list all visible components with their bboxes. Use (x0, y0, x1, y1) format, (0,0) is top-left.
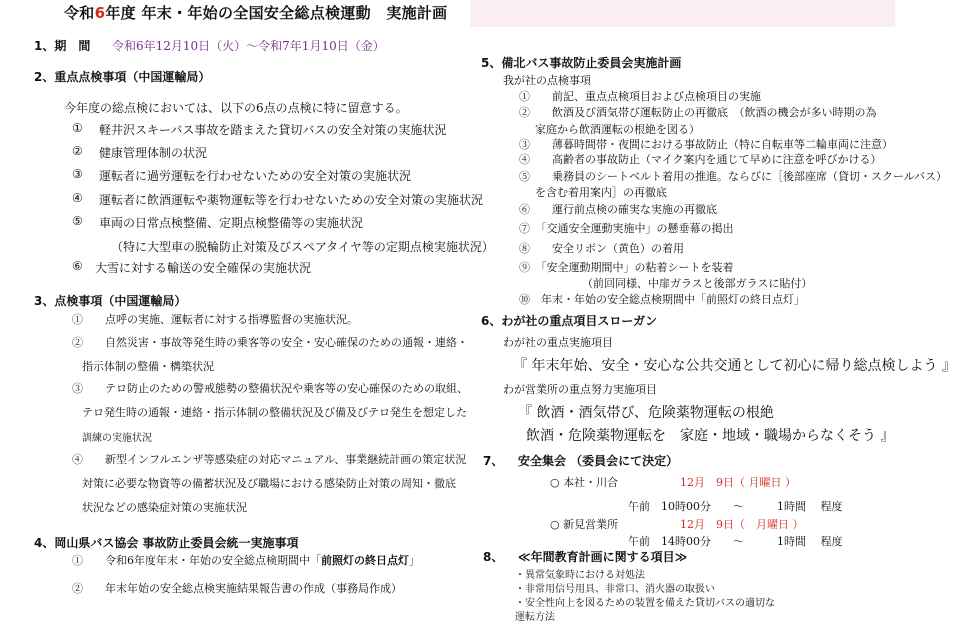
slogan-company: 『 年末年始、安全・安心な公共交通として初心に帰り総点検しよう 』 (513, 358, 956, 374)
sec8-number: 8、 (483, 550, 504, 564)
slogan-office-line2: 飲酒・危険薬物運転を 家庭・地域・職場からなくそう 』 (526, 428, 895, 444)
period-value: 令和6年12月10日（火）～令和7年1月10日（金） (112, 39, 385, 53)
sec8-item: ・異常気象時における対処法 (515, 570, 645, 581)
sec5-line: ⑥ 運行前点検の確実な実施の再徹底 (519, 203, 717, 216)
sec6-heading: 6、わが社の重点項目スローガン (481, 314, 658, 328)
sec3-line: 訓練の実施状況 (82, 433, 152, 444)
header-highlight-band (470, 0, 895, 27)
sec5-line: ⑨ 「安全運動期間中」の粘着シートを装着 (519, 261, 734, 274)
sec2-item-number: ③ (72, 167, 83, 181)
sec7-number: 7、 (483, 454, 504, 468)
sec2-item-number: ② (72, 144, 83, 158)
sec5-line: ③ 薄暮時間帯・夜間における事故防止（特に自転車等二輪車両に注意） (519, 138, 893, 151)
sec5-line: を含む着用案内］の再徹底 (535, 186, 667, 199)
sec5-line: ⑤ 乗務員のシートベルト着用の推進。ならびに［後部座席（貸切・スクールバス） (519, 170, 948, 183)
meeting-date-1: 12月 9日（ 月曜日 ） (680, 476, 796, 489)
meeting-time-2: 午前 14時00分 ～ 1時間 程度 (628, 535, 843, 548)
sec2-intro: 今年度の総点検においては、以下の6点の点検に特に留意する。 (64, 101, 408, 115)
sec5-line: ⑧ 安全リボン（黄色）の着用 (519, 242, 684, 255)
sec6-sub1: わが社の重点実施項目 (503, 336, 613, 349)
sec5-line: （前回同様、中扉ガラスと後部ガラスに貼付） (582, 277, 813, 290)
sec2-item-text: 軽井沢スキーバス事故を踏まえた貸切バスの安全対策の実施状況 (99, 123, 447, 137)
sec2-item-text: 車両の日常点検整備、定期点検整備等の実施状況 (99, 216, 364, 230)
period-label: 1、期 間 (34, 39, 91, 53)
meeting-date-2: 12月 9日（ 月曜日 ） (680, 518, 804, 531)
sec2-item-text: 運転者に過労運転を行わせないための安全対策の実施状況 (99, 169, 412, 183)
sec4-item-1: ① 令和6年度年末・年始の安全総点検期間中「前照灯の終日点灯」 (72, 554, 420, 567)
sec8-item: ・安全性向上を図るための装置を備えた貸切バスの適切な (515, 598, 775, 609)
sec3-line: ④ 新型インフルエンザ等感染症の対応マニュアル、事業継続計画の策定状況 (72, 453, 467, 466)
sec8-heading: ≪年間教育計画に関する項目≫ (518, 550, 688, 564)
meeting-venue-2: ○ 新見営業所 (550, 518, 619, 531)
sec3-line: テロ発生時の通報・連絡・指示体制の整備状況及び備及びテロ発生を想定した (82, 406, 467, 419)
sec2-item-number: ① (72, 121, 83, 135)
sec5-line: 家庭から飲酒運転の根絶を図る） (535, 123, 700, 136)
meeting-time-1: 午前 10時00分 ～ 1時間 程度 (628, 500, 843, 513)
sec2-item-number: ④ (72, 191, 83, 205)
sec5-line: ① 前記、重点点検項目および点検項目の実施 (519, 90, 761, 103)
sec2-item-text: 大雪に対する輸送の安全確保の実施状況 (95, 261, 312, 275)
sec5-line: ④ 高齢者の事故防止（マイク案内を通じて早めに注意を呼びかける） (519, 153, 882, 166)
sec2-item-number: ⑥ (72, 259, 83, 273)
page-title: 令和6年度 年末・年始の全国安全総点検運動 実施計画 (64, 4, 448, 22)
sec3-heading: 3、点検事項（中国運輸局） (34, 294, 187, 308)
sec3-line: ② 自然災害・事故等発生時の乗客等の安全・安心確保のための通報・連絡・ (72, 336, 468, 349)
slogan-office-line1: 『 飲酒・酒気帯び、危険薬物運転の根絶 (518, 405, 774, 421)
sec2-item-text: 健康管理体制の状況 (99, 146, 208, 160)
sec3-line: 対策に必要な物資等の備蓄状況及び職場における感染防止対策の周知・徹底 (82, 477, 456, 490)
sec3-line: ① 点呼の実施、運転者に対する指導監督の実施状況。 (72, 313, 358, 326)
sec8-item: 運転方法 (515, 612, 555, 623)
meeting-venue-1: ○ 本社・川合 (550, 476, 619, 489)
sec7-heading: 安全集会 （委員会にて決定） (518, 454, 679, 468)
sec4-heading: 4、岡山県バス協会 事故防止委員会統一実施事項 (34, 536, 299, 550)
sec5-subheading: 我が社の点検事項 (503, 74, 591, 87)
sec3-line: 指示体制の整備・構築状況 (82, 360, 214, 373)
sec4-item-2: ② 年末年始の安全総点検実施結果報告書の作成（事務局作成） (72, 582, 402, 595)
sec3-line: ③ テロ防止のための警戒態勢の整備状況や乗客等の安心確保のための取組、 (72, 382, 468, 395)
sec5-line: ⑩ 年末・年始の安全総点検期間中「前照灯の終日点灯」 (519, 293, 805, 306)
sec2-item-text: 運転者に飲酒運転や薬物運転等を行わせないための安全対策の実施状況 (99, 193, 484, 207)
sec3-line: 状況などの感染症対策の実施状況 (82, 501, 247, 514)
sec2-item-text: （特に大型車の脱輪防止対策及びスペアタイヤ等の定期点検実施状況） (111, 240, 494, 254)
sec5-line: ⑦ 「交通安全運動実施中」の懸垂幕の掲出 (519, 222, 734, 235)
sec8-item: ・非常用信号用具、非常口、消火器の取扱い (515, 584, 715, 595)
sec2-heading: 2、重点点検事項（中国運輸局） (34, 70, 211, 84)
sec2-item-number: ⑤ (72, 214, 83, 228)
sec5-line: ② 飲酒及び酒気帯び運転防止の再徹底 （飲酒の機会が多い時期の為 (519, 106, 877, 119)
sec5-heading: 5、備北バス事故防止委員会実施計画 (481, 56, 682, 70)
sec6-sub2: わが営業所の重点努力実施項目 (503, 383, 657, 396)
